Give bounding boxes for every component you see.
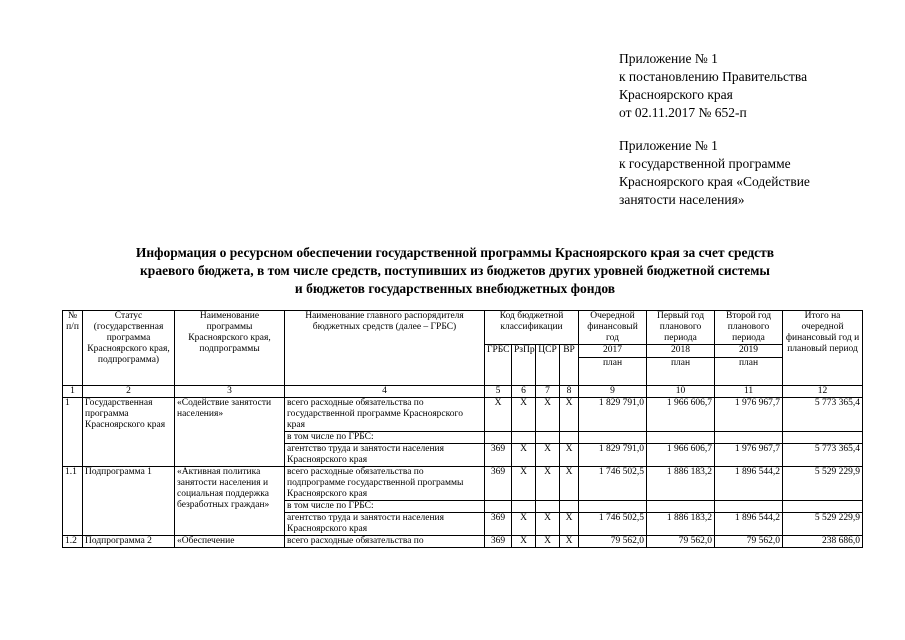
header-plan-2018: план — [647, 358, 715, 386]
column-number: 12 — [783, 386, 863, 398]
appendix-program-line2: к государственной программе — [619, 156, 791, 171]
column-number: 2 — [83, 386, 175, 398]
header-program-name: Наименование программы Красноярского края, подпрограммы — [175, 311, 285, 386]
header-fiscal-year: Очередной финансовый год — [579, 311, 647, 345]
header-year-2018: 2018 — [647, 345, 715, 358]
row-value-2017: 1 829 791,0 — [579, 398, 647, 432]
header-plan-2019: план — [715, 358, 783, 386]
header-year-2017: 2017 — [579, 345, 647, 358]
row-value-2018: 1 966 606,7 — [647, 444, 715, 467]
column-number: 7 — [536, 386, 560, 398]
row-csr: X — [536, 513, 560, 536]
row-vr — [560, 432, 579, 444]
title-line3: и бюджетов государственных внебюджетных фондов — [294, 281, 616, 296]
row-num: 1.1 — [63, 467, 83, 536]
row-total: 238 686,0 — [783, 536, 863, 548]
row-grbs: X — [485, 398, 512, 432]
row-grbs: 369 — [485, 536, 512, 548]
row-status: Подпрограмма 2 — [83, 536, 175, 548]
row-vr: X — [560, 444, 579, 467]
row-program-name: «Обеспечение — [175, 536, 285, 548]
resource-table — [62, 310, 863, 548]
row-description: всего расходные обязательства по государственной программе Красноярского края — [285, 398, 485, 432]
header-total: Итого на очередной финансовый год и плановый период — [783, 311, 863, 386]
row-rzpr: X — [512, 444, 536, 467]
row-status: Государственная программа Красноярского края — [83, 398, 175, 467]
row-description: агентство труда и занятости населения Красноярского края — [285, 444, 485, 467]
row-program-name: «Активная политика занятости населения и социальная поддержка безработных граждан» — [175, 467, 285, 536]
row-vr: X — [560, 398, 579, 432]
row-vr: X — [560, 513, 579, 536]
row-csr — [536, 501, 560, 513]
appendix-resolution-line1: Приложение № 1 — [619, 51, 718, 66]
header-rzpr: РзПр — [512, 345, 536, 386]
row-rzpr — [512, 432, 536, 444]
row-value-2018 — [647, 432, 715, 444]
header-plan-year2: Второй год планового периода — [715, 311, 783, 345]
row-value-2018 — [647, 501, 715, 513]
appendix-program-line1: Приложение № 1 — [619, 138, 718, 153]
row-value-2017 — [579, 432, 647, 444]
row-value-2019: 1 896 544,2 — [715, 513, 783, 536]
column-number: 1 — [63, 386, 83, 398]
header-status: Статус (государственная программа Красноярского края, подпрограмма) — [83, 311, 175, 386]
row-total: 5 773 365,4 — [783, 444, 863, 467]
row-grbs: 369 — [485, 444, 512, 467]
row-value-2019: 1 976 967,7 — [715, 398, 783, 432]
appendix-program-line4: занятости населения» — [619, 192, 745, 207]
row-csr: X — [536, 536, 560, 548]
row-num: 1 — [63, 398, 83, 467]
header-csr: ЦСР — [536, 345, 560, 386]
row-grbs: 369 — [485, 467, 512, 501]
row-description: в том числе по ГРБС: — [285, 432, 485, 444]
header-vr: ВР — [560, 345, 579, 386]
row-rzpr: X — [512, 467, 536, 501]
title-line1: Информация о ресурсном обеспечении государственной программы Красноярского края за счет средств — [135, 245, 775, 260]
table-row — [63, 398, 863, 432]
row-total — [783, 501, 863, 513]
row-vr: X — [560, 467, 579, 501]
row-rzpr: X — [512, 513, 536, 536]
column-number-row — [63, 386, 863, 398]
row-value-2018: 79 562,0 — [647, 536, 715, 548]
row-value-2019: 79 562,0 — [715, 536, 783, 548]
row-value-2018: 1 886 183,2 — [647, 513, 715, 536]
row-value-2017 — [579, 501, 647, 513]
column-number: 3 — [175, 386, 285, 398]
row-status: Подпрограмма 1 — [83, 467, 175, 536]
appendix-program — [619, 137, 810, 209]
row-csr: X — [536, 444, 560, 467]
title-line2: краевого бюджета, в том числе средств, поступивших из бюджетов других уровней бюджетной системы — [140, 263, 770, 278]
row-rzpr: X — [512, 536, 536, 548]
header-plan-2017: план — [579, 358, 647, 386]
row-grbs — [485, 501, 512, 513]
appendix-resolution — [619, 50, 807, 122]
appendix-resolution-line2: к постановлению Правительства — [619, 69, 808, 84]
row-value-2017: 1 746 502,5 — [579, 513, 647, 536]
row-description: всего расходные обязательства по подпрограмме государственной программы Красноярского края — [285, 467, 485, 501]
row-program-name: «Содействие занятости населения» — [175, 398, 285, 467]
row-rzpr: X — [512, 398, 536, 432]
column-number: 5 — [485, 386, 512, 398]
row-value-2017: 1 829 791,0 — [579, 444, 647, 467]
header-plan-year1: Первый год планового периода — [647, 311, 715, 345]
row-value-2017: 79 562,0 — [579, 536, 647, 548]
header-budget-code: Код бюджетной классификации — [485, 311, 579, 345]
table-row — [63, 467, 863, 501]
column-number: 10 — [647, 386, 715, 398]
header-year-2019: 2019 — [715, 345, 783, 358]
appendix-resolution-line3: Красноярского края — [619, 87, 733, 102]
row-value-2018: 1 886 183,2 — [647, 467, 715, 501]
row-total: 5 773 365,4 — [783, 398, 863, 432]
column-number: 9 — [579, 386, 647, 398]
appendix-program-line3: Красноярского края «Содействие — [619, 174, 810, 189]
row-description: в том числе по ГРБС: — [285, 501, 485, 513]
row-num: 1.2 — [63, 536, 83, 548]
header-grbs: ГРБС — [485, 345, 512, 386]
row-csr: X — [536, 467, 560, 501]
row-total: 5 529 229,9 — [783, 467, 863, 501]
row-description: всего расходные обязательства по — [285, 536, 485, 548]
document-title — [90, 244, 820, 298]
row-total: 5 529 229,9 — [783, 513, 863, 536]
table-row — [63, 536, 863, 548]
row-rzpr — [512, 501, 536, 513]
row-value-2017: 1 746 502,5 — [579, 467, 647, 501]
row-vr — [560, 501, 579, 513]
row-grbs: 369 — [485, 513, 512, 536]
header-grbs-name: Наименование главного распорядителя бюджетных средств (далее – ГРБС) — [285, 311, 485, 386]
column-number: 4 — [285, 386, 485, 398]
row-csr — [536, 432, 560, 444]
appendix-resolution-line4: от 02.11.2017 № 652-п — [619, 105, 747, 120]
column-number: 8 — [560, 386, 579, 398]
column-number: 6 — [512, 386, 536, 398]
header-num: № п/п — [63, 311, 83, 386]
row-value-2019 — [715, 501, 783, 513]
row-total — [783, 432, 863, 444]
row-vr: X — [560, 536, 579, 548]
row-description: агентство труда и занятости населения Красноярского края — [285, 513, 485, 536]
row-value-2019: 1 976 967,7 — [715, 444, 783, 467]
row-csr: X — [536, 398, 560, 432]
column-number: 11 — [715, 386, 783, 398]
row-value-2018: 1 966 606,7 — [647, 398, 715, 432]
row-grbs — [485, 432, 512, 444]
row-value-2019 — [715, 432, 783, 444]
row-value-2019: 1 896 544,2 — [715, 467, 783, 501]
